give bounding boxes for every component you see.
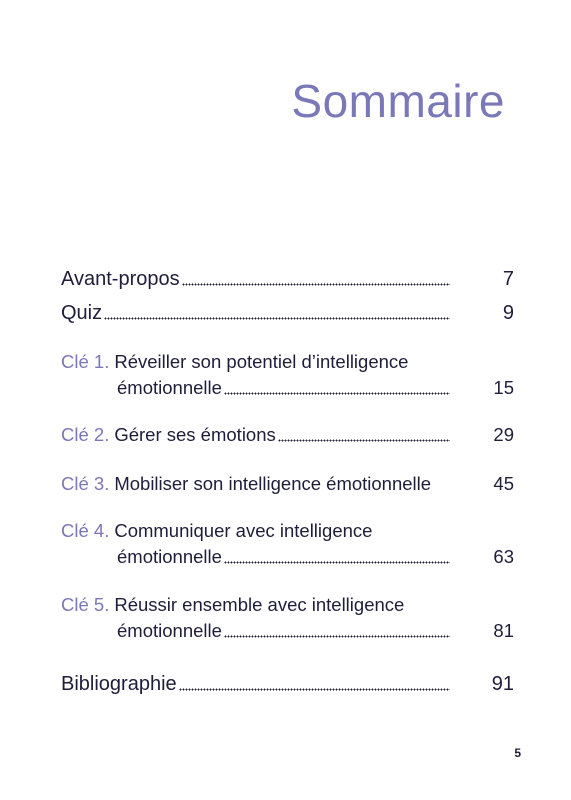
toc-entry-page: 63	[493, 546, 514, 567]
dot-leader	[182, 272, 450, 286]
toc-entry-quiz[interactable]	[61, 302, 514, 328]
dot-leader	[224, 550, 450, 564]
chapter-key: Clé 3.	[61, 473, 110, 494]
dot-leader	[224, 624, 450, 638]
toc-entry-heading	[61, 351, 408, 373]
toc-entry-cle-5-cont[interactable]	[117, 620, 514, 646]
page-title: Sommaire	[291, 75, 505, 127]
toc-entry-label: Réveiller son potentiel d’intelligence	[114, 351, 409, 372]
toc-entry-page: 91	[491, 673, 514, 695]
toc-entry-bibliographie[interactable]	[61, 673, 514, 699]
toc-entry-cle-2[interactable]	[61, 424, 514, 450]
spacer	[374, 524, 508, 538]
toc-entry-page: 45	[493, 473, 514, 494]
toc-entry-avant-propos[interactable]	[61, 268, 514, 294]
toc-entry-heading	[61, 594, 404, 616]
spacer	[433, 477, 468, 491]
toc-entry-page: 15	[493, 377, 514, 398]
toc-entry-page: 81	[493, 620, 514, 641]
page-number: 5	[514, 746, 521, 760]
toc-entry-label: Avant-propos	[61, 268, 180, 290]
dot-leader	[104, 306, 450, 320]
toc-entry-page: 7	[502, 268, 514, 290]
toc-entry-heading	[61, 424, 276, 446]
toc-entry-label-cont: émotionnelle	[117, 546, 222, 567]
dot-leader	[179, 677, 450, 691]
toc-entry-label: Communiquer avec intelligence	[114, 520, 373, 541]
dot-leader	[278, 428, 450, 442]
toc-entry-label-cont: émotionnelle	[117, 620, 222, 641]
toc-entry-label: Mobiliser son intelligence émotionnelle	[114, 473, 432, 494]
toc-entry-label: Quiz	[61, 302, 103, 324]
toc-entry-cle-1[interactable]	[61, 351, 514, 377]
chapter-key: Clé 4.	[61, 520, 110, 541]
toc-entry-cle-5[interactable]	[61, 594, 514, 620]
chapter-key: Clé 2.	[61, 424, 110, 445]
toc-entry-cle-1-cont[interactable]	[117, 377, 514, 403]
spacer	[410, 355, 508, 369]
toc-entry-label: Bibliographie	[61, 673, 177, 695]
toc-entry-cle-4-cont[interactable]	[117, 546, 514, 572]
toc-entry-page: 9	[502, 302, 514, 324]
spacer	[406, 598, 508, 612]
toc-entry-cle-3[interactable]	[61, 473, 514, 499]
toc-entry-label-cont: émotionnelle	[117, 377, 222, 398]
chapter-key: Clé 5.	[61, 594, 110, 615]
chapter-key: Clé 1.	[61, 351, 110, 372]
dot-leader	[224, 381, 450, 395]
toc-entry-cle-4[interactable]	[61, 520, 514, 546]
toc-entry-heading	[61, 473, 431, 495]
toc-entry-heading	[61, 520, 372, 542]
toc-entry-label: Réussir ensemble avec intelligence	[114, 594, 405, 615]
toc-entry-label: Gérer ses émotions	[114, 424, 276, 445]
toc-entry-page: 29	[493, 424, 514, 445]
